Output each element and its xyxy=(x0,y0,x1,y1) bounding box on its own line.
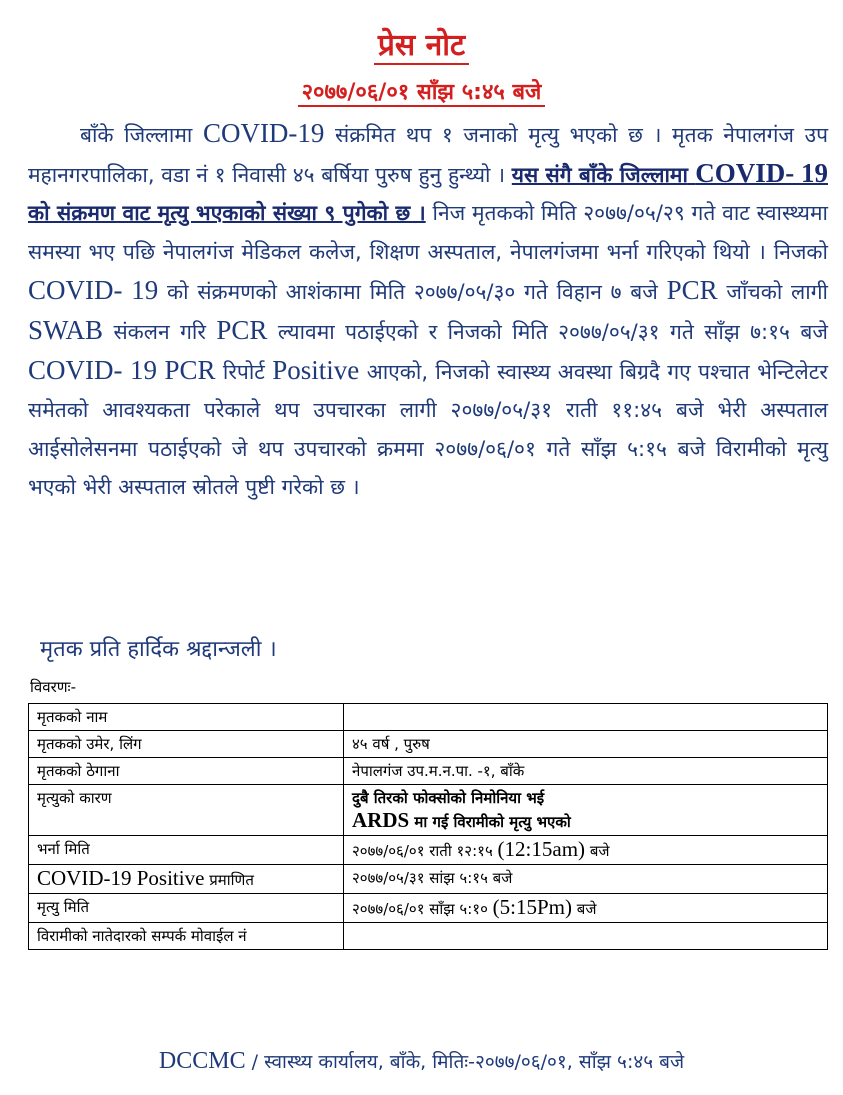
row-value xyxy=(344,923,828,950)
body-text: जाँचको लागी xyxy=(726,279,828,304)
row-value: नेपालगंज उप.म.न.पा. -१, बाँके xyxy=(344,758,828,785)
body-text: COVID- 19 xyxy=(28,274,159,305)
row-label: मृतकको ठेगाना xyxy=(29,758,344,785)
table-row xyxy=(29,704,828,731)
table-row xyxy=(29,785,828,836)
footer-org: DCCMC xyxy=(158,1048,246,1074)
tribute-line: मृतक प्रति हार्दिक श्रद्दान्जली । xyxy=(40,637,277,662)
row-label: COVID-19 Positive प्रमाणित xyxy=(29,865,344,894)
highlighted-statement: यस संगै बाँके जिल्लामा COVID- 19 को संक्रमण वाट मृत्यु भएकाको संख्या ९ पुगेको छ । xyxy=(28,158,828,226)
body-paragraph xyxy=(28,114,828,506)
details-label: विवरणः- xyxy=(30,678,76,696)
table-row xyxy=(29,758,828,785)
footer-text: / स्वास्थ्य कार्यालय, बाँके, मितिः-२०७७/०६/०१, साँझ ५:४५ बजे xyxy=(251,1051,685,1073)
body-text: बाँके जिल्लामा xyxy=(80,123,193,147)
row-label: मृत्युको कारण xyxy=(29,785,344,836)
press-note-date xyxy=(0,78,843,108)
body-text: आएको, निजको स्वास्थ्य अवस्था बिग्रदै गए पश्चात भेन्टिलेटर समेतको आवश्यकता परेकाले थप उपचारका लागी २०७७/०५/३१ राती ११:४५ बजे भेरी अस्पताल आईसोलेसनमा पठाईएको जे थप उपचारको क्रममा २०७७/०६/०१ गते साँझ ५:१५ बजे विरामीको मृत्यु भएको भेरी अस्पताल स्रोतले पुष्टी गरेको छ । xyxy=(28,360,828,499)
table-row xyxy=(29,923,828,950)
row-value: २०७७/०५/३१ सांझ ५:१५ बजे xyxy=(344,865,828,894)
body-text: निज मृतकको मिति २०७७/०५/२९ गते वाट स्वास्थ्यमा समस्या भए पछि नेपालगंज मेडिकल कलेज, शिक्षण अस्पताल, नेपालगंजमा भर्ना गरिएको थियो । निजको xyxy=(28,201,828,264)
date-text: २०७७/०६/०१ साँझ ५:४५ बजे xyxy=(298,80,546,107)
table-row xyxy=(29,894,828,923)
row-label: विरामीको नातेदारको सम्पर्क मोवाईल नं xyxy=(29,923,344,950)
row-value: ४५ वर्ष , पुरुष xyxy=(344,731,828,758)
body-text: COVID- 19 PCR xyxy=(28,355,216,386)
body-text: COVID-19 xyxy=(202,118,325,148)
row-value: दुबै तिरको फोक्सोको निमोनिया भई ARDS मा गई विरामीको मृत्यु भएको xyxy=(344,785,828,836)
row-label: मृत्यु मिति xyxy=(29,894,344,923)
body-text: PCR xyxy=(216,315,268,346)
row-label: भर्ना मिति xyxy=(29,836,344,865)
body-text: को संक्रमणको आशंकामा मिति २०७७/०५/३० गते विहान ७ बजे xyxy=(167,279,658,304)
table-row xyxy=(29,731,828,758)
details-table xyxy=(28,703,828,950)
body-text: ल्यावमा पठाईएको र निजको मिति २०७७/०५/३१ गते साँझ ७:१५ बजे xyxy=(277,320,828,345)
row-value xyxy=(344,704,828,731)
press-note-title xyxy=(0,28,843,64)
row-value: २०७७/०६/०१ साँझ ५:१० (5:15Pm) बजे xyxy=(344,894,828,923)
body-text: PCR xyxy=(666,274,718,305)
row-label: मृतकको नाम xyxy=(29,704,344,731)
row-label: मृतकको उमेर, लिंग xyxy=(29,731,344,758)
body-text: संक्रमित थप १ जनाको मृत्यु भएको छ । मृतक नेपालगंज उप महानगरपालिका, वडा नं १ निवासी ४५ बर्षिया पुरुष हुनु हुन्थ्यो । xyxy=(28,123,829,188)
body-text: SWAB xyxy=(28,315,104,346)
table-row xyxy=(29,865,828,894)
table-row xyxy=(29,836,828,865)
footer-line xyxy=(0,1046,843,1077)
body-text: रिपोर्ट xyxy=(222,360,265,385)
title-text: प्रेस नोट xyxy=(374,28,469,65)
row-value: २०७७/०६/०१ राती १२:१५ (12:15am) बजे xyxy=(344,836,828,865)
body-text: संकलन गरि xyxy=(113,320,206,345)
body-text: Positive xyxy=(272,355,360,386)
